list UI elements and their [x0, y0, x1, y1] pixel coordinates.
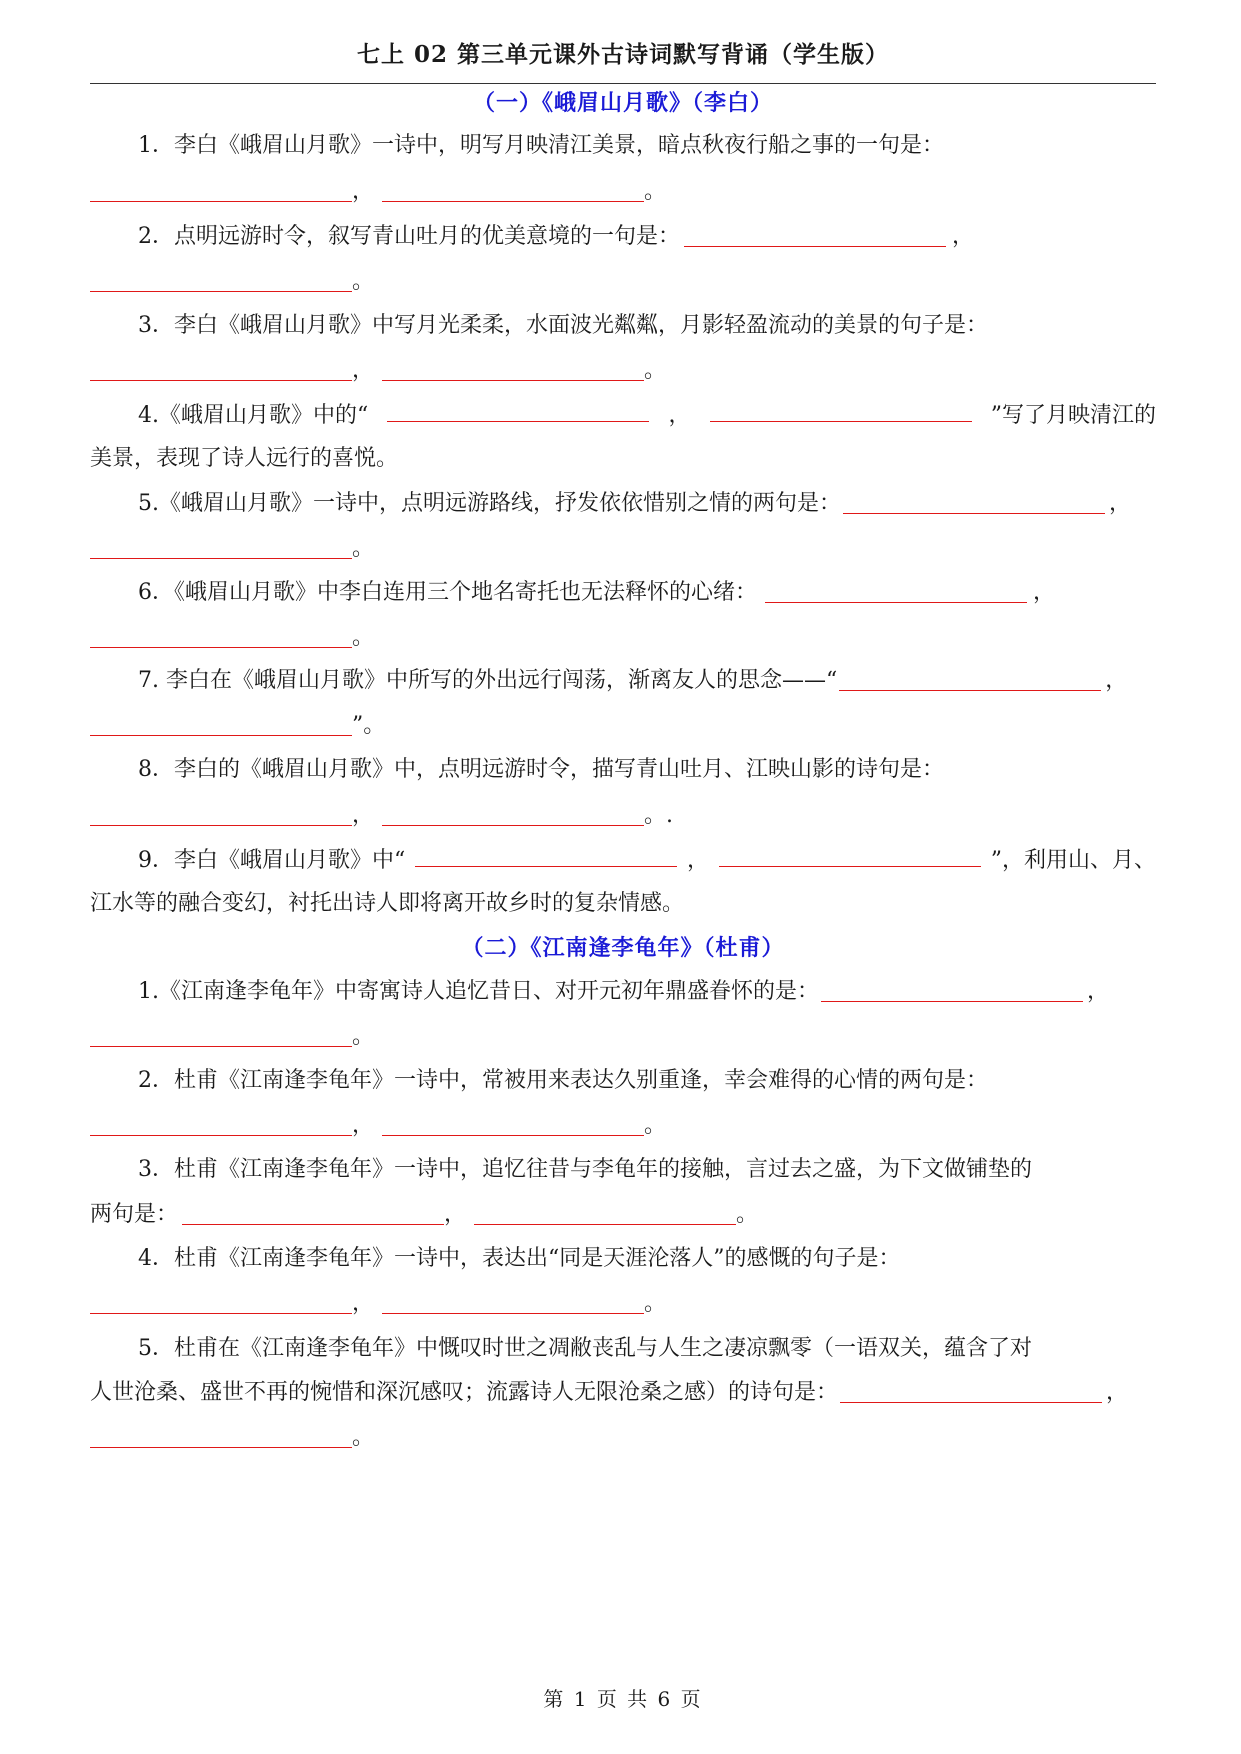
answer-line: 。 — [90, 622, 1156, 654]
question-text: 6．《峨眉山月歌》中李白连用三个地名寄托也无法释怀的心绪： — [138, 580, 757, 605]
answer-blank[interactable] — [90, 803, 352, 826]
question-text: 江水等的融合变幻，衬托出诗人即将离开故乡时的复杂情感。 — [90, 891, 685, 916]
answer-blank[interactable] — [387, 399, 649, 422]
question-text: 9．李白《峨眉山月歌》中“ — [138, 848, 406, 873]
question-text: 2．杜甫《江南逢李龟年》一诗中，常被用来表达久别重逢，幸会难得的心情的两句是： — [138, 1068, 988, 1093]
question-line: 9．李白《峨眉山月歌》中“ ， ”，利用山、月、 — [90, 844, 1156, 876]
answer-blank[interactable] — [821, 979, 1083, 1002]
question-text: 3．李白《峨眉山月歌》中写月光柔柔，水面波光粼粼，月影轻盈流动的美景的句子是： — [138, 313, 988, 338]
header-divider — [90, 83, 1156, 84]
question-text: 4.《峨眉山月歌》中的“ — [138, 403, 369, 428]
question-line: 6．《峨眉山月歌》中李白连用三个地名寄托也无法释怀的心绪： ， — [138, 580, 1056, 605]
answer-line: ， 。. — [90, 800, 1156, 832]
question-line: 1.《江南逢李龟年》中寄寓诗人追忆昔日、对开元初年鼎盛眷怀的是： ， — [138, 979, 1110, 1004]
question-line: 5.《峨眉山月歌》一诗中，点明远游路线，抒发依依惜别之情的两句是： ， — [138, 491, 1132, 516]
answer-blank[interactable] — [90, 179, 352, 202]
answer-blank[interactable] — [90, 536, 352, 559]
question-text: 1．李白《峨眉山月歌》一诗中，明写月映清江美景，暗点秋夜行船之事的一句是： — [138, 133, 944, 158]
answer-blank[interactable] — [710, 399, 972, 422]
answer-line: ， 。 — [90, 1110, 1156, 1142]
question-text: 1.《江南逢李龟年》中寄寓诗人追忆昔日、对开元初年鼎盛眷怀的是： — [138, 979, 819, 1004]
question-text: 5.《峨眉山月歌》一诗中，点明远游路线，抒发依依惜别之情的两句是： — [138, 491, 841, 516]
answer-line: 两句是： ， 。 — [90, 1202, 759, 1227]
answer-blank[interactable] — [90, 1024, 352, 1047]
answer-blank[interactable] — [382, 358, 644, 381]
page-title: 七上 02 第三单元课外古诗词默写背诵（学生版） — [356, 41, 890, 68]
answer-blank[interactable] — [90, 1291, 352, 1314]
question-line: 人世沧桑、盛世不再的惋惜和深沉感叹；流露诗人无限沧桑之感）的诗句是： ， — [90, 1380, 1129, 1405]
answer-blank[interactable] — [839, 668, 1101, 691]
question-text: 人世沧桑、盛世不再的惋惜和深沉感叹；流露诗人无限沧桑之感）的诗句是： — [90, 1380, 839, 1405]
question-text: 4．杜甫《江南逢李龟年》一诗中，表达出“同是天涯沦落人”的感慨的句子是： — [138, 1246, 901, 1271]
question-line: 2．点明远游时令，叙写青山吐月的优美意境的一句是： ， — [138, 224, 975, 249]
question-line: 7. 李白在《峨眉山月歌》中所写的外出远行闯荡，渐离友人的思念——“ ， — [138, 668, 1128, 693]
answer-blank[interactable] — [719, 844, 981, 867]
answer-line: ”。 — [90, 710, 1156, 742]
answer-line: 。 — [90, 266, 1156, 298]
section-title: （一）《峨眉山月歌》（李白） — [472, 90, 773, 116]
question-text: 2．点明远游时令，叙写青山吐月的优美意境的一句是： — [138, 224, 680, 249]
question-line: 4.《峨眉山月歌》中的“ ， ”写了月映清江的 — [90, 399, 1156, 431]
answer-blank[interactable] — [474, 1202, 736, 1225]
answer-line: 。 — [90, 533, 1156, 565]
question-text: 3．杜甫《江南逢李龟年》一诗中，追忆往昔与李龟年的接触，言过去之盛，为下文做铺垫的 — [138, 1157, 1033, 1182]
answer-blank[interactable] — [415, 844, 677, 867]
answer-blank[interactable] — [90, 1425, 352, 1448]
answer-blank[interactable] — [843, 491, 1105, 514]
worksheet-page — [90, 0, 1156, 1754]
question-text: 7. 李白在《峨眉山月歌》中所写的外出远行闯荡，渐离友人的思念——“ — [138, 668, 838, 693]
answer-blank[interactable] — [90, 358, 352, 381]
answer-line: ， 。 — [90, 176, 1156, 208]
answer-blank[interactable] — [382, 803, 644, 826]
section-title: （二）《江南逢李龟年》（杜甫） — [461, 935, 785, 961]
answer-blank[interactable] — [90, 713, 352, 736]
answer-blank[interactable] — [182, 1202, 444, 1225]
answer-blank[interactable] — [90, 625, 352, 648]
question-text: 美景，表现了诗人远行的喜悦。 — [90, 446, 399, 471]
answer-blank[interactable] — [90, 1113, 352, 1136]
page-number: 第 1 页 共 6 页 — [543, 1687, 703, 1711]
answer-line: 。 — [90, 1422, 1156, 1454]
answer-line: 。 — [90, 1021, 1156, 1053]
answer-line: ， 。 — [90, 355, 1156, 387]
answer-blank[interactable] — [90, 269, 352, 292]
answer-blank[interactable] — [382, 179, 644, 202]
question-text: 8．李白的《峨眉山月歌》中，点明远游时令，描写青山吐月、江映山影的诗句是： — [138, 757, 944, 782]
answer-blank[interactable] — [765, 580, 1027, 603]
answer-line: ， 。 — [90, 1288, 1156, 1320]
answer-blank[interactable] — [382, 1113, 644, 1136]
answer-blank[interactable] — [840, 1380, 1102, 1403]
question-text: 5．杜甫在《江南逢李龟年》中慨叹时世之凋敝丧乱与人生之凄凉飘零（一语双关，蕴含了对 — [138, 1336, 1033, 1361]
answer-blank[interactable] — [382, 1291, 644, 1314]
answer-blank[interactable] — [684, 224, 946, 247]
